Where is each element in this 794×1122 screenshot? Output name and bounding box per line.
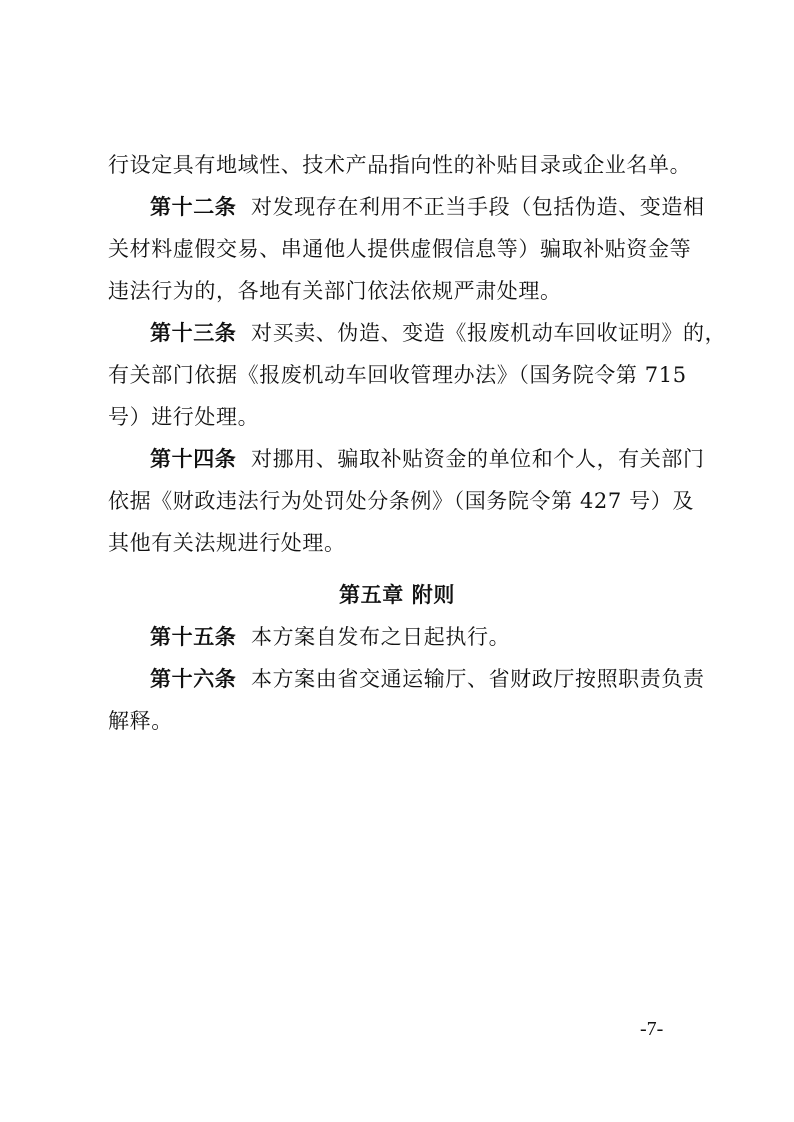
article-14-text: 对挪用、骗取补贴资金的单位和个人，有关部门 (250, 447, 705, 471)
article-13-line: 有关部门依据《报废机动车回收管理办法》（国务院令第 715 (108, 363, 687, 387)
article-14-first-line (150, 444, 705, 474)
chapter-heading: 第五章 附则 (339, 583, 455, 607)
article-13-label: 第十三条 (150, 321, 237, 345)
article-15-first-line (150, 622, 698, 652)
article-14-label: 第十四条 (150, 447, 237, 471)
page-number: -7- (640, 1018, 664, 1040)
article-12-line: 违法行为的，各地有关部门依法依规严肃处理。 (108, 279, 562, 303)
article-16-text: 本方案由省交通运输厅、省财政厅按照职责负责 (250, 667, 705, 691)
article-16-line: 解释。 (108, 709, 173, 733)
article-12-label: 第十二条 (150, 195, 237, 219)
article-12-first-line (150, 192, 705, 222)
article-12-line: 关材料虚假交易、串通他人提供虚假信息等）骗取补贴资金等 (108, 237, 692, 261)
article-13-line: 号）进行处理。 (108, 405, 260, 429)
article-16-label: 第十六条 (150, 667, 237, 691)
article-16-first-line (150, 664, 705, 694)
article-14-line: 依据《财政违法行为处罚处分条例》（国务院令第 427 号）及 (108, 489, 694, 513)
paragraph-line: 行设定具有地域性、技术产品指向性的补贴目录或企业名单。 (108, 153, 692, 177)
article-13-text: 对买卖、伪造、变造《报废机动车回收证明》的， (250, 321, 727, 345)
article-14-line: 其他有关法规进行处理。 (108, 531, 346, 555)
article-15-label: 第十五条 (150, 625, 237, 649)
article-15-text: 本方案自发布之日起执行。 (250, 625, 511, 649)
article-12-text: 对发现存在利用不正当手段（包括伪造、变造相 (250, 195, 705, 219)
article-13-first-line (150, 318, 727, 348)
